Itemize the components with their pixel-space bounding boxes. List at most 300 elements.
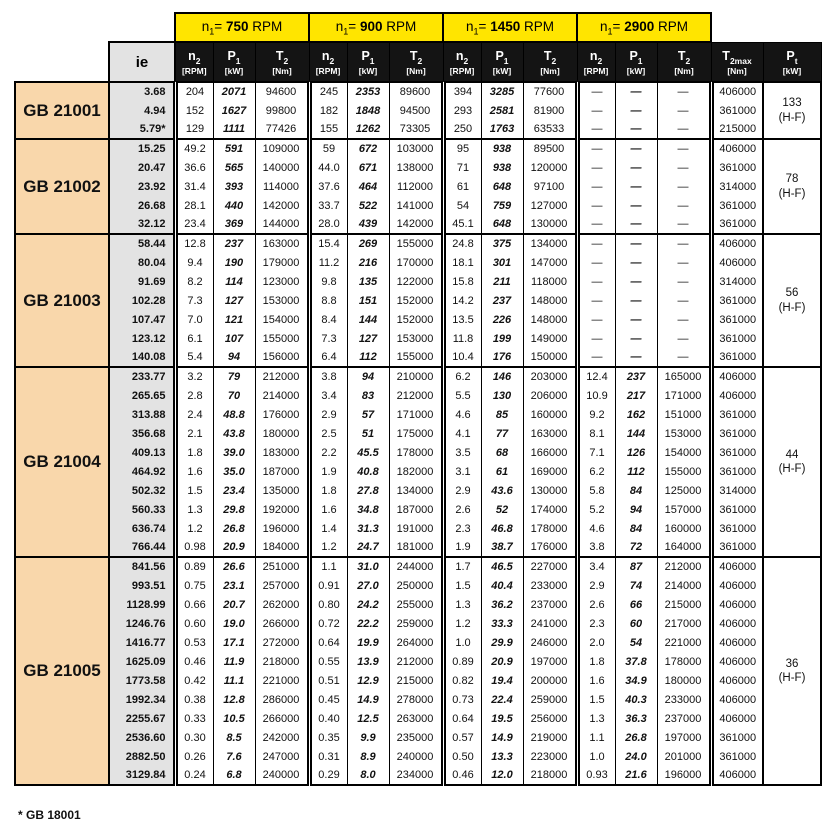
pt-cell [763,234,821,367]
n2-cell: 18.1 [443,253,481,272]
ie-cell: 1416.77 [109,633,175,652]
p1-cell: 369 [213,215,255,234]
n2-cell: 0.91 [309,576,347,595]
symbol-unit: [Nm] [540,66,560,77]
p1-cell: 8.9 [347,747,389,766]
group-label: GB 21001 [15,82,109,139]
rpm-sub: 1 [343,26,349,37]
symbol-unit: [RPM] [315,66,341,77]
symbol-subscript: 2 [329,56,335,67]
n2-cell: 12.8 [175,234,213,253]
t2-cell: 151000 [657,405,711,424]
symbol-unit: [kW] [492,66,512,77]
n2-cell: 54 [443,196,481,215]
t2-cell: 109000 [255,139,309,158]
n2-cell: 45.1 [443,215,481,234]
table-row [15,500,821,519]
symbol-unit: [Nm] [406,66,426,77]
table-row [15,272,821,291]
p1-cell: 1111 [213,120,255,139]
n2-cell: 11.8 [443,329,481,348]
pt-value: 36 [785,657,799,670]
table-row [15,215,821,234]
t2-cell: 138000 [389,158,443,177]
n2-cell: 1.4 [309,519,347,538]
ie-cell: 636.74 [109,519,175,538]
t2-cell: 178000 [523,519,577,538]
t2-cell: 286000 [255,690,309,709]
t2-cell: 154000 [657,443,711,462]
p1-cell: 22.2 [347,614,389,633]
n2-cell: 37.6 [309,177,347,196]
table-row [15,253,821,272]
p1-cell: 29.8 [213,500,255,519]
symbol-text: T [275,48,284,63]
t2-cell: 77426 [255,120,309,139]
symbol-unit: [RPM] [583,66,609,77]
ie-cell: 123.12 [109,329,175,348]
symbol-text: T [677,48,686,63]
n2-cell: 1.2 [443,614,481,633]
table-row [15,481,821,500]
t2-cell: 223000 [523,747,577,766]
p1-cell: 9.9 [347,728,389,747]
n2-cell: 2.6 [577,595,615,614]
t2-cell: 114000 [255,177,309,196]
t2-cell: 206000 [523,386,577,405]
ie-cell: 841.56 [109,557,175,576]
t2-cell: 218000 [523,766,577,785]
n2-cell: 4.1 [443,424,481,443]
pt-value: 56 [785,287,799,300]
n2-header [443,42,481,82]
p1-cell: 48.8 [213,405,255,424]
t2-cell: — [657,196,711,215]
p1-cell: 14.9 [481,728,523,747]
pt-header-symbol [764,48,821,66]
n2-cell: 0.29 [309,766,347,785]
t2-cell: 134000 [389,481,443,500]
n2-cell: — [577,120,615,139]
n2-cell: 0.73 [443,690,481,709]
t2-cell: — [657,120,711,139]
rpm-header [443,13,577,42]
n2-cell: 31.4 [175,177,213,196]
t2-cell: 187000 [389,500,443,519]
p1-cell: — [615,101,657,120]
n2-cell: 12.4 [577,367,615,386]
table-row [15,538,821,557]
t2-cell: 264000 [389,633,443,652]
ie-cell: 502.32 [109,481,175,500]
symbol-unit: [RPM] [449,66,475,77]
t2-cell: 63533 [523,120,577,139]
p1-cell: 79 [213,367,255,386]
n2-cell: 0.33 [175,709,213,728]
n2-header [577,42,615,82]
symbol-text: P [629,48,638,63]
t2-cell: 77600 [523,82,577,101]
t2-cell: — [657,291,711,310]
t2-cell: 278000 [389,690,443,709]
p1-cell: 94 [347,367,389,386]
n2-cell: 28.1 [175,196,213,215]
p1-cell: 393 [213,177,255,196]
p1-cell: 126 [615,443,657,462]
n2-cell: 0.38 [175,690,213,709]
p1-cell: 107 [213,329,255,348]
table-row [15,766,821,785]
t2max-cell: 361000 [711,728,763,747]
p1-cell: 20.7 [213,595,255,614]
symbol-unit: [kW] [358,66,378,77]
p1-cell: 68 [481,443,523,462]
pt-cell [763,82,821,139]
p1-header [347,42,389,82]
p1-cell: 237 [481,291,523,310]
ie-cell: 265.65 [109,386,175,405]
p1-cell: 522 [347,196,389,215]
ie-cell: 993.51 [109,576,175,595]
table-row [15,671,821,690]
p1-cell: 52 [481,500,523,519]
p1-cell: 1763 [481,120,523,139]
t2-cell: 259000 [389,614,443,633]
rpm-sub: 1 [607,26,613,37]
p1-cell: 85 [481,405,523,424]
n2-cell: 3.5 [443,443,481,462]
p1-cell: 672 [347,139,389,158]
t2max-cell: 314000 [711,272,763,291]
blank-label-head [15,42,109,82]
n2-cell: 9.8 [309,272,347,291]
p1-cell: 190 [213,253,255,272]
ie-cell: 409.13 [109,443,175,462]
n2-cell: 129 [175,120,213,139]
p1-cell: 23.4 [213,481,255,500]
ie-cell: 4.94 [109,101,175,120]
p1-cell: 2353 [347,82,389,101]
t2-cell: 257000 [255,576,309,595]
ie-cell: 2255.67 [109,709,175,728]
ie-cell: 91.69 [109,272,175,291]
n2-cell: 49.2 [175,139,213,158]
group-label: GB 21004 [15,367,109,557]
ie-cell: 313.88 [109,405,175,424]
p1-cell: 10.5 [213,709,255,728]
t2-cell: 171000 [389,405,443,424]
n2-cell: 2.3 [577,614,615,633]
rpm-value: 2900 [624,18,655,34]
n2-cell: 6.4 [309,348,347,367]
p1-cell: 151 [347,291,389,310]
table-row [15,329,821,348]
t2max-cell: 406000 [711,766,763,785]
rpm-sub: 1 [473,26,479,37]
symbol-subscript: 2 [685,56,691,67]
symbol-text: n [188,48,196,63]
ie-cell: 464.92 [109,462,175,481]
symbol-text: T [722,48,730,63]
p1-cell: — [615,196,657,215]
p1-cell: 94 [615,500,657,519]
t2-cell: 227000 [523,557,577,576]
table-row [15,386,821,405]
t2max-cell: 406000 [711,690,763,709]
ie-cell: 356.68 [109,424,175,443]
p1-cell: 114 [213,272,255,291]
pt-note: (H-F) [778,111,806,124]
p1-cell: 226 [481,310,523,329]
p1-cell: 13.9 [347,652,389,671]
t2-cell: 148000 [523,291,577,310]
t2-cell: 170000 [389,253,443,272]
n2-cell: 0.46 [175,652,213,671]
t2-cell: 203000 [523,367,577,386]
rpm-header [577,13,711,42]
t2-cell: 221000 [657,633,711,652]
p1-cell: 301 [481,253,523,272]
symbol-unit: [Nm] [272,66,292,77]
n2-cell: 0.89 [443,652,481,671]
t2-cell: 160000 [657,519,711,538]
p1-header [213,42,255,82]
rpm-equals: = [478,18,491,34]
n2-cell: 0.50 [443,747,481,766]
t2-cell: — [657,310,711,329]
n2-header-symbol [578,48,615,66]
n2-cell: 8.4 [309,310,347,329]
n2-cell: 71 [443,158,481,177]
p1-cell: 144 [347,310,389,329]
t2-cell: 246000 [523,633,577,652]
n2-cell: 0.24 [175,766,213,785]
t2-cell: 118000 [523,272,577,291]
n2-cell: 394 [443,82,481,101]
t2-cell: 163000 [523,424,577,443]
t2-cell: 214000 [657,576,711,595]
t2-cell: 103000 [389,139,443,158]
p1-cell: 565 [213,158,255,177]
table-row [15,728,821,747]
t2-cell: 197000 [523,652,577,671]
p1-cell: 40.8 [347,462,389,481]
table-row [15,557,821,576]
p1-cell: 20.9 [481,652,523,671]
symbol-text: n [455,48,464,63]
symbol-subscript: 2 [463,56,469,67]
p1-cell: — [615,348,657,367]
n2-cell: 10.4 [443,348,481,367]
n2-cell: 11.2 [309,253,347,272]
p1-cell: 938 [481,139,523,158]
t2-cell: 196000 [255,519,309,538]
t2-cell: 171000 [657,386,711,405]
n2-cell: 5.5 [443,386,481,405]
n2-cell: 5.4 [175,348,213,367]
p1-cell: 2071 [213,82,255,101]
t2-cell: 219000 [523,728,577,747]
p1-cell: 39.0 [213,443,255,462]
t2-cell: 182000 [389,462,443,481]
p1-cell: 211 [481,272,523,291]
symbol-subscript: 2 [597,56,603,67]
p1-cell: — [615,253,657,272]
ie-cell: 5.79* [109,120,175,139]
ie-cell: 1992.34 [109,690,175,709]
n2-cell: 0.26 [175,747,213,766]
p1-cell: 2581 [481,101,523,120]
col-header-row [15,42,821,82]
t2-cell: 123000 [255,272,309,291]
p1-header-symbol [214,48,255,66]
n2-cell: 0.98 [175,538,213,557]
t2-cell: 155000 [255,329,309,348]
t2-cell: 256000 [523,709,577,728]
n2-cell: 4.6 [443,405,481,424]
t2-header [389,42,443,82]
t2-cell: 212000 [255,367,309,386]
t2-cell: 147000 [523,253,577,272]
n2-cell: 1.2 [309,538,347,557]
ie-cell: 26.68 [109,196,175,215]
p1-cell: 199 [481,329,523,348]
p1-cell: 83 [347,386,389,405]
p1-cell: 66 [615,595,657,614]
t2-cell: 221000 [255,671,309,690]
n2-cell: 0.40 [309,709,347,728]
pt-value: 133 [782,97,802,110]
p1-cell: 127 [347,329,389,348]
p1-cell: 46.5 [481,557,523,576]
ie-cell: 20.47 [109,158,175,177]
n2-cell: 6.1 [175,329,213,348]
ie-cell: 140.08 [109,348,175,367]
t2-cell: 266000 [255,709,309,728]
p1-cell: 591 [213,139,255,158]
n2-cell: 293 [443,101,481,120]
t2-cell: 242000 [255,728,309,747]
t2-cell: 247000 [255,747,309,766]
table-row [15,747,821,766]
pt-value: 44 [785,448,799,461]
t2max-cell: 406000 [711,652,763,671]
ie-cell: 3.68 [109,82,175,101]
rpm-header [175,13,309,42]
ie-cell: 233.77 [109,367,175,386]
p1-cell: 237 [213,234,255,253]
t2-cell: 178000 [657,652,711,671]
t2-cell: 183000 [255,443,309,462]
t2-cell: 176000 [523,538,577,557]
n2-cell: 0.66 [175,595,213,614]
p1-cell: 17.1 [213,633,255,652]
t2max-cell: 361000 [711,747,763,766]
t2-cell: — [657,234,711,253]
n2-cell: 152 [175,101,213,120]
symbol-text: n [589,48,598,63]
t2-cell: 251000 [255,557,309,576]
n2-cell: 36.6 [175,158,213,177]
group-label: GB 21003 [15,234,109,367]
symbol-unit: [RPM] [181,66,207,77]
p1-cell: 216 [347,253,389,272]
n2-cell: — [577,177,615,196]
n2-cell: 2.9 [443,481,481,500]
n2-cell: 7.3 [175,291,213,310]
n2-cell: 1.7 [443,557,481,576]
symbol-unit: [kW] [224,66,244,77]
p1-cell: 74 [615,576,657,595]
t2max-cell: 361000 [711,329,763,348]
symbol-text: P [495,48,504,63]
symbol-subscript: 2max [729,55,752,66]
t2-cell: 218000 [255,652,309,671]
symbol-unit: [kW] [782,65,802,76]
table-row [15,196,821,215]
n2-cell: 59 [309,139,347,158]
group-label: GB 21005 [15,557,109,785]
rpm-value: 750 [225,18,249,34]
n2-header-symbol [310,48,347,66]
rpm-prefix: n [335,18,344,34]
n2-cell: 7.1 [577,443,615,462]
n2-cell: 44.0 [309,158,347,177]
t2max-cell: 314000 [711,481,763,500]
n2-cell: 0.46 [443,766,481,785]
p1-cell: — [615,177,657,196]
n2-cell: — [577,101,615,120]
n2-cell: 1.3 [443,595,481,614]
n2-cell: 1.8 [175,443,213,462]
ie-cell: 1625.09 [109,652,175,671]
rpm-unit: RPM [382,18,417,34]
t2-cell: 112000 [389,177,443,196]
p1-cell: 12.8 [213,690,255,709]
p1-cell: 24.0 [615,747,657,766]
t2max-cell: 406000 [711,82,763,101]
t2-cell: 73305 [389,120,443,139]
n2-cell: 28.0 [309,215,347,234]
t2-cell: 130000 [523,215,577,234]
p1-cell: 13.3 [481,747,523,766]
n2-cell: 250 [443,120,481,139]
n2-cell: 0.89 [175,557,213,576]
n2-cell: 0.72 [309,614,347,633]
n2-cell: 0.82 [443,671,481,690]
p1-cell: 8.5 [213,728,255,747]
t2max-cell: 406000 [711,253,763,272]
symbol-subscript: 2 [551,56,557,67]
ie-cell: 1246.76 [109,614,175,633]
ie-cell: 3129.84 [109,766,175,785]
t2-cell: 180000 [255,424,309,443]
table-row [15,139,821,158]
t2max-cell: 361000 [711,310,763,329]
p1-cell: 19.0 [213,614,255,633]
p1-cell: 217 [615,386,657,405]
rpm-equals: = [214,18,226,34]
table-row [15,690,821,709]
table-row [15,424,821,443]
t2-cell: — [657,348,711,367]
t2-cell: — [657,139,711,158]
t2-cell: 266000 [255,614,309,633]
t2-cell: 152000 [389,291,443,310]
p1-header [481,42,523,82]
t2-cell: 200000 [523,671,577,690]
rpm-header [309,13,443,42]
